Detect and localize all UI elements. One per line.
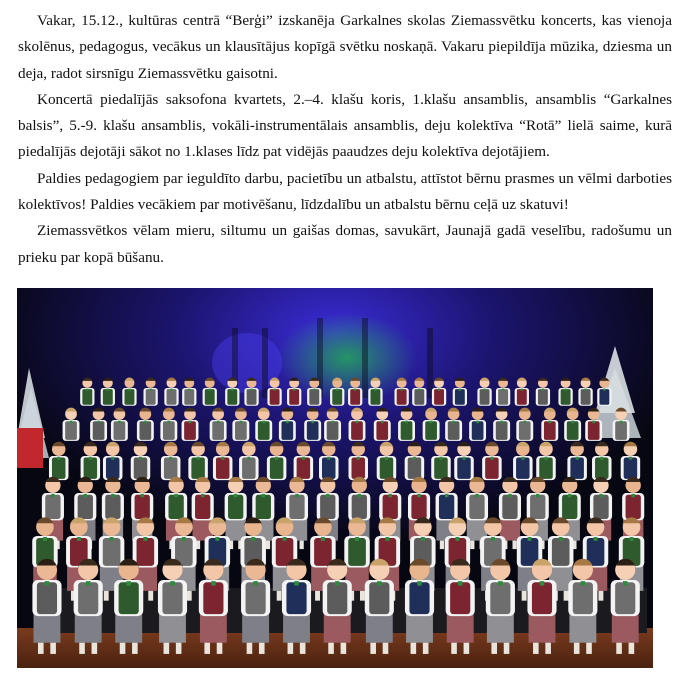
red-bench: [17, 428, 43, 468]
paragraph-3: Paldies pedagogiem par ieguldīto darbu, pacietību un atbalstu, attīstot bērnu prasmes un vēlmi darboties kolektīvos! Paldies vecākiem par motivēšanu, līdzdalību un atbalstu bērnu ceļā uz skatuvi!: [18, 169, 672, 214]
concert-photo: [17, 288, 653, 668]
paragraph-4: Ziemassvētkos vēlam mieru, siltumu un gaišas domas, savukārt, Jaunajā gadā veselību, radošumu un prieku par kopā būšanu.: [18, 222, 672, 266]
paragraph-2: Koncertā piedalījās saksofona kvartets, 2.–4. klašu koris, 1.klašu ansamblis, ansamblis “Garkalnes balsis”, 5.-9. klašu ansamblis, vokāli-instrumentālais ansamblis, deju kolektīva “Rotā” lielā saime, kurā piedalījās dejotāji sākot no 1.klases līdz pat vidējās paaudzes deju kolektīva dejotājiem.: [18, 90, 672, 161]
concert-photo-illustration: [17, 288, 653, 668]
article-text: [18, 8, 672, 271]
paragraph-1: Vakar, 15.12., kultūras centrā “Berģi” izskanēja Garkalnes skolas Ziemassvētku koncerts, kas vienoja skolēnus, pedagogus, vecākus un klausītājus kopīgā svētku noskaņā. Vakaru piepildīja mūzika, dziesma un deja, radot sirsnīgu Ziemassvētku gaisotni.: [18, 12, 672, 82]
